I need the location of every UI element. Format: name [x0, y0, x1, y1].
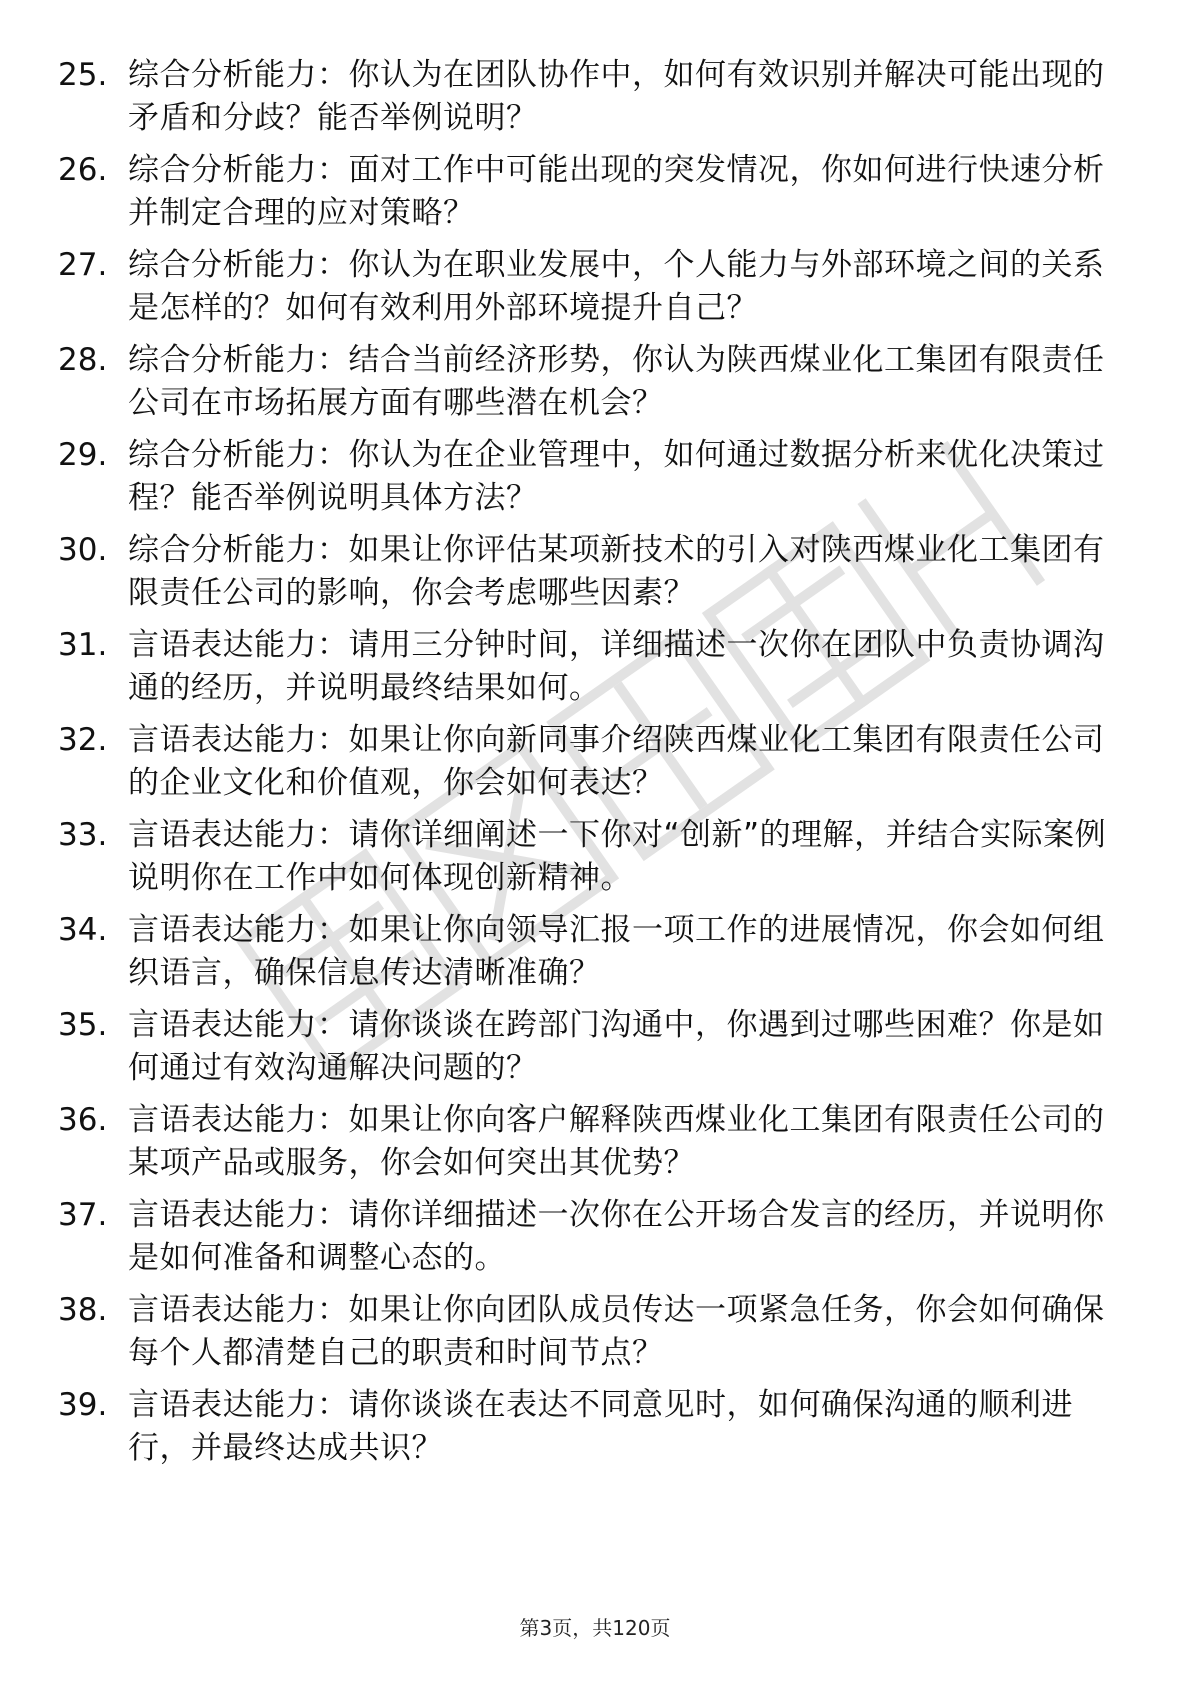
question-text: 言语表达能力：请你谈谈在表达不同意见时，如何确保沟通的顺利进行，并最终达成共识？ [128, 1387, 1073, 1466]
question-text: 综合分析能力：你认为在团队协作中，如何有效识别并解决可能出现的矛盾和分歧？能否举例说明？ [128, 57, 1105, 136]
question-number: 32. [58, 722, 108, 758]
question-number: 33. [58, 817, 108, 853]
question-item [58, 1099, 1118, 1194]
question-number: 39. [58, 1387, 108, 1423]
question-item [58, 434, 1118, 529]
question-text: 言语表达能力：如果让你向团队成员传达一项紧急任务，你会如何确保每个人都清楚自己的职责和时间节点？ [128, 1292, 1105, 1371]
question-number: 30. [58, 532, 108, 568]
question-item [58, 339, 1118, 434]
question-number: 31. [58, 627, 108, 663]
question-number: 29. [58, 437, 108, 473]
question-item [58, 814, 1118, 909]
question-number: 26. [58, 152, 108, 188]
question-item [58, 909, 1118, 1004]
page-footer: 第3页，共120页 [519, 1616, 671, 1640]
question-text: 综合分析能力：结合当前经济形势，你认为陕西煤业化工集团有限责任公司在市场拓展方面有哪些潜在机会？ [128, 342, 1105, 421]
question-item [58, 1289, 1118, 1384]
question-text: 言语表达能力：如果让你向客户解释陕西煤业化工集团有限责任公司的某项产品或服务，你会如何突出其优势？ [128, 1102, 1105, 1181]
question-item [58, 624, 1118, 719]
question-text: 言语表达能力：请你详细阐述一下你对“创新”的理解，并结合实际案例说明你在工作中如何体现创新精神。 [128, 817, 1107, 896]
question-text: 综合分析能力：你认为在企业管理中，如何通过数据分析来优化决策过程？能否举例说明具体方法？ [128, 437, 1105, 516]
question-number: 37. [58, 1197, 108, 1233]
question-text: 言语表达能力：请你谈谈在跨部门沟通中，你遇到过哪些困难？你是如何通过有效沟通解决问题的？ [128, 1007, 1105, 1086]
question-number: 35. [58, 1007, 108, 1043]
question-item [58, 54, 1118, 149]
question-item [58, 1004, 1118, 1099]
question-text: 言语表达能力：如果让你向新同事介绍陕西煤业化工集团有限责任公司的企业文化和价值观，你会如何表达？ [128, 722, 1105, 801]
question-number: 34. [58, 912, 108, 948]
question-item [58, 1384, 1118, 1479]
question-text: 综合分析能力：如果让你评估某项新技术的引入对陕西煤业化工集团有限责任公司的影响，你会考虑哪些因素？ [128, 532, 1105, 611]
question-text: 言语表达能力：如果让你向领导汇报一项工作的进展情况，你会如何组织语言，确保信息传达清晰准确？ [128, 912, 1105, 991]
question-number: 25. [58, 57, 108, 93]
question-item [58, 149, 1118, 244]
question-item [58, 1194, 1118, 1289]
question-number: 27. [58, 247, 108, 283]
question-text: 言语表达能力：请用三分钟时间，详细描述一次你在团队中负责协调沟通的经历，并说明最终结果如何。 [128, 627, 1105, 706]
question-text: 综合分析能力：面对工作中可能出现的突发情况，你如何进行快速分析并制定合理的应对策略？ [128, 152, 1105, 231]
question-item [58, 719, 1118, 814]
question-item [58, 529, 1118, 624]
question-item [58, 244, 1118, 339]
question-number: 36. [58, 1102, 108, 1138]
question-text: 综合分析能力：你认为在职业发展中，个人能力与外部环境之间的关系是怎样的？如何有效利用外部环境提升自己？ [128, 247, 1105, 326]
question-list [58, 54, 1118, 1479]
question-number: 28. [58, 342, 108, 378]
question-number: 38. [58, 1292, 108, 1328]
question-text: 言语表达能力：请你详细描述一次你在公开场合发言的经历，并说明你是如何准备和调整心态的。 [128, 1197, 1105, 1276]
